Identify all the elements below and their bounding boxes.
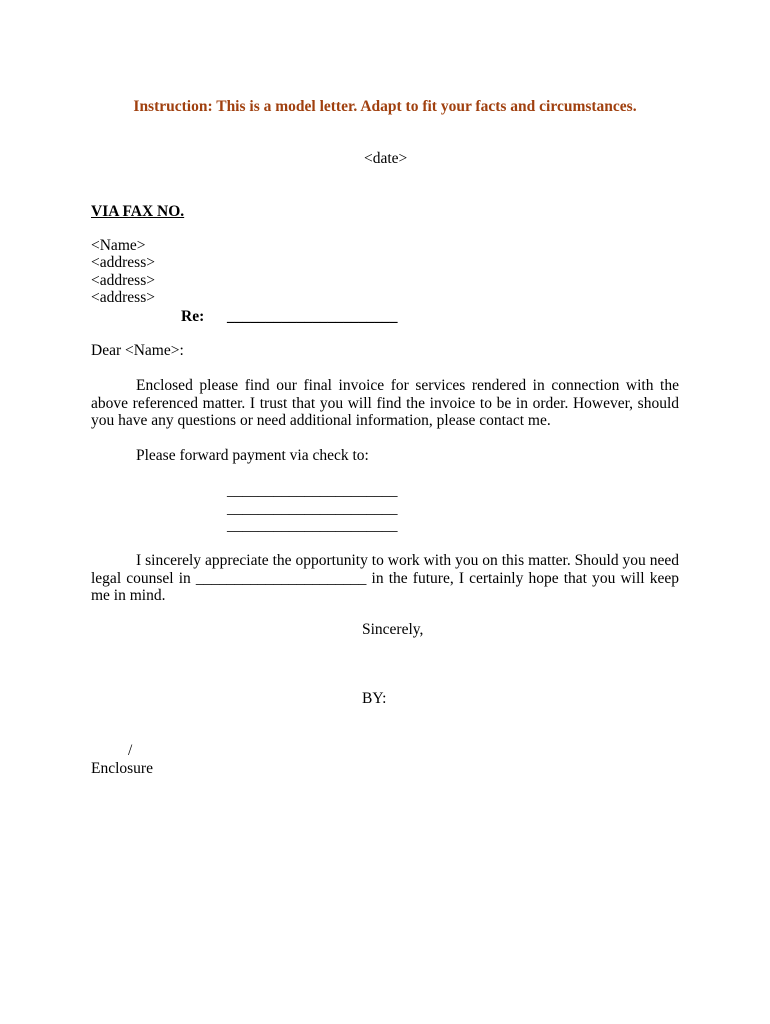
- re-blank-line: ______________________: [227, 308, 398, 325]
- payment-address-line-3: ______________________: [227, 517, 398, 534]
- recipient-address-line-2: <address>: [91, 272, 155, 289]
- closing-sincerely: Sincerely,: [362, 621, 424, 638]
- recipient-name: <Name>: [91, 237, 146, 254]
- letter-date: <date>: [364, 150, 408, 167]
- initials-separator: /: [128, 742, 133, 759]
- recipient-address-line-1: <address>: [91, 254, 155, 271]
- re-label: Re:: [181, 308, 205, 325]
- via-fax-heading: VIA FAX NO.: [91, 203, 185, 220]
- paragraph-appreciation: I sincerely appreciate the opportunity to work with you on this matter. Should you need legal counsel in ______________________ in the future, I certainly hope that you will keep me in mind.: [91, 552, 679, 604]
- salutation: Dear <Name>:: [91, 342, 184, 359]
- recipient-address-line-3: <address>: [91, 289, 155, 306]
- paragraph-invoice: Enclosed please find our final invoice for services rendered in connection with the above referenced matter. I trust that you will find the invoice to be in order. However, should you have any questions or need additional information, please contact me.: [91, 377, 679, 429]
- payment-address-line-1: ______________________: [227, 482, 398, 499]
- enclosure-note: Enclosure: [91, 760, 153, 777]
- paragraph-payment-instruction: Please forward payment via check to:: [136, 447, 369, 464]
- instruction-note: Instruction: This is a model letter. Adapt to fit your facts and circumstances.: [133, 98, 637, 115]
- signature-by-label: BY:: [362, 690, 387, 707]
- payment-address-line-2: ______________________: [227, 500, 398, 517]
